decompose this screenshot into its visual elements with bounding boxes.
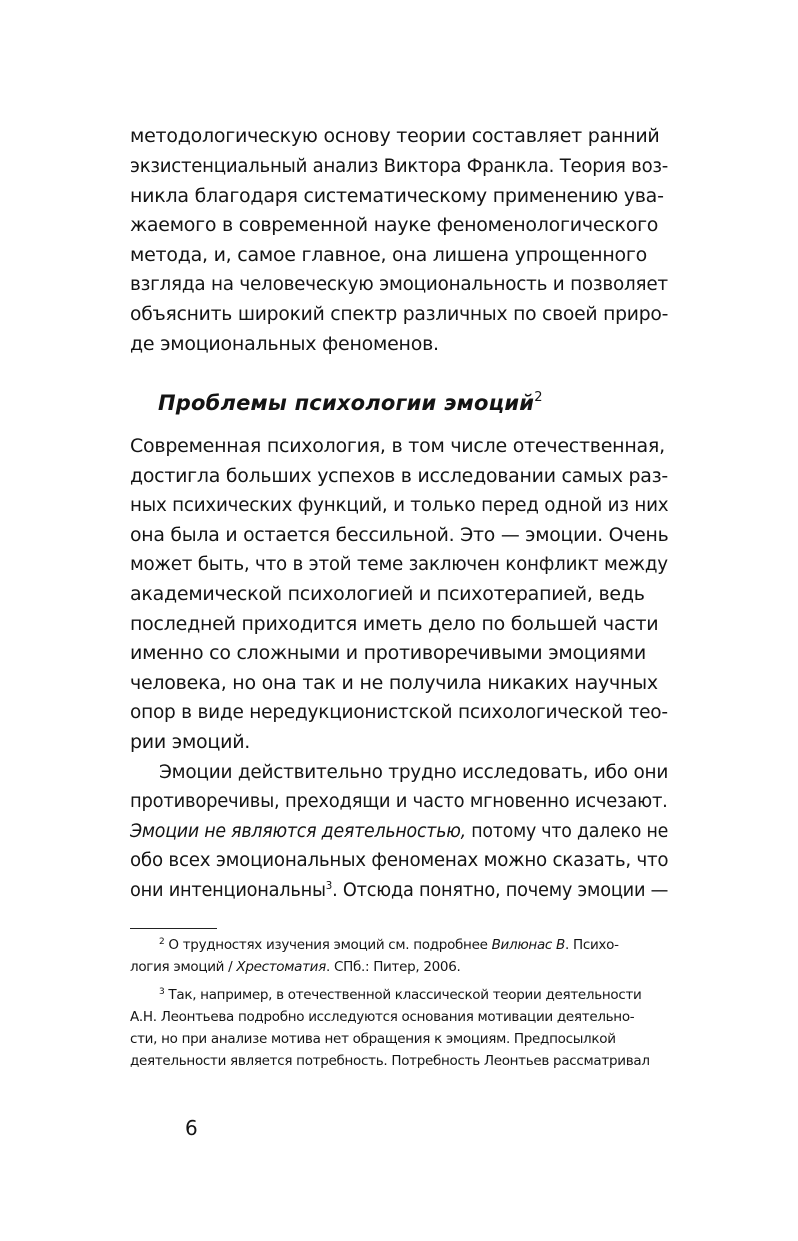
text-line: объяснить широкий спектр различных по своей приро- xyxy=(130,303,669,325)
text-line: рии эмоций. xyxy=(130,731,251,753)
text-line: противоречивы, преходящи и часто мгновенно исчезают. xyxy=(130,790,668,812)
footnote-divider xyxy=(130,928,217,929)
italic-phrase: Хрестоматия xyxy=(236,959,326,975)
text-span: Так, например, в отечественной классической теории деятельности xyxy=(164,987,642,1003)
italic-phrase: Эмоции не являются деятельностью, xyxy=(130,820,466,842)
footnote-ref[interactable]: 2 xyxy=(534,390,543,405)
text-line: именно со сложными и противоречивыми эмоциями xyxy=(130,642,646,664)
footnote-number: 3 xyxy=(159,987,165,997)
text-line: Эмоции действительно трудно исследовать, ибо они xyxy=(159,761,669,783)
text-line: она была и остается бессильной. Это — эмоции. Очень xyxy=(130,524,669,546)
footnote-line: деятельности является потребность. Потребность Леонтьев рассматривал xyxy=(130,1053,650,1069)
text-span: потому что далеко не xyxy=(465,820,669,842)
text-line xyxy=(130,818,668,844)
text-span: О трудностях изучения эмоций см. подробнее xyxy=(164,937,492,953)
text-line: академической психологией и психотерапией, ведь xyxy=(130,583,645,605)
text-line: достигла больших успехов в исследовании самых раз- xyxy=(130,465,668,487)
footnote-line: сти, но при анализе мотива нет обращения к эмоциям. Предпосылкой xyxy=(130,1031,616,1047)
text-span: логия эмоций / xyxy=(130,959,237,975)
text-span: они интенциональны xyxy=(130,879,326,901)
text-line: жаемого в современной науке феноменологического xyxy=(130,214,659,236)
text-line: обо всех эмоциональных феноменах можно сказать, что xyxy=(130,849,669,871)
text-line: может быть, что в этой теме заключен конфликт между xyxy=(130,553,668,575)
text-line: ных психических функций, и только перед одной из них xyxy=(130,494,669,516)
footnote-line: А.Н. Леонтьева подробно исследуются основания мотивации деятельно- xyxy=(130,1009,635,1025)
footnote-line xyxy=(130,957,461,977)
text-line: никла благодаря систематическому применению ува- xyxy=(130,185,664,207)
text-line: человека, но она так и не получила никаких научных xyxy=(130,672,658,694)
text-span: . Психо- xyxy=(565,937,619,953)
page-number: 6 xyxy=(185,1116,198,1140)
section-heading-text: Проблемы психологии эмоций xyxy=(158,391,535,415)
text-span: . Отсюда понятно, почему эмоции — xyxy=(332,879,669,901)
text-line xyxy=(130,877,668,903)
text-line: метода, и, самое главное, она лишена упрощенного xyxy=(130,244,647,266)
text-line: методологическую основу теории составляет ранний xyxy=(130,125,660,147)
text-line: Современная психология, в том числе отечественная, xyxy=(130,435,665,457)
footnote-ref[interactable]: 3 xyxy=(325,879,333,892)
text-line: де эмоциональных феноменов. xyxy=(130,333,439,355)
italic-phrase: Вилюнас В xyxy=(491,937,565,953)
text-line: экзистенциальный анализ Виктора Франкла. Теория воз- xyxy=(130,155,669,177)
footnote-line xyxy=(159,935,619,955)
section-heading xyxy=(158,391,543,415)
text-line: последней приходится иметь дело по большей части xyxy=(130,613,659,635)
footnote-line xyxy=(159,985,642,1005)
text-line: опор в виде нередукционистской психологической тео- xyxy=(130,701,668,723)
footnote-number: 2 xyxy=(159,937,165,947)
text-line: взгляда на человеческую эмоциональность и позволяет xyxy=(130,273,668,295)
text-span: . СПб.: Питер, 2006. xyxy=(325,959,461,975)
